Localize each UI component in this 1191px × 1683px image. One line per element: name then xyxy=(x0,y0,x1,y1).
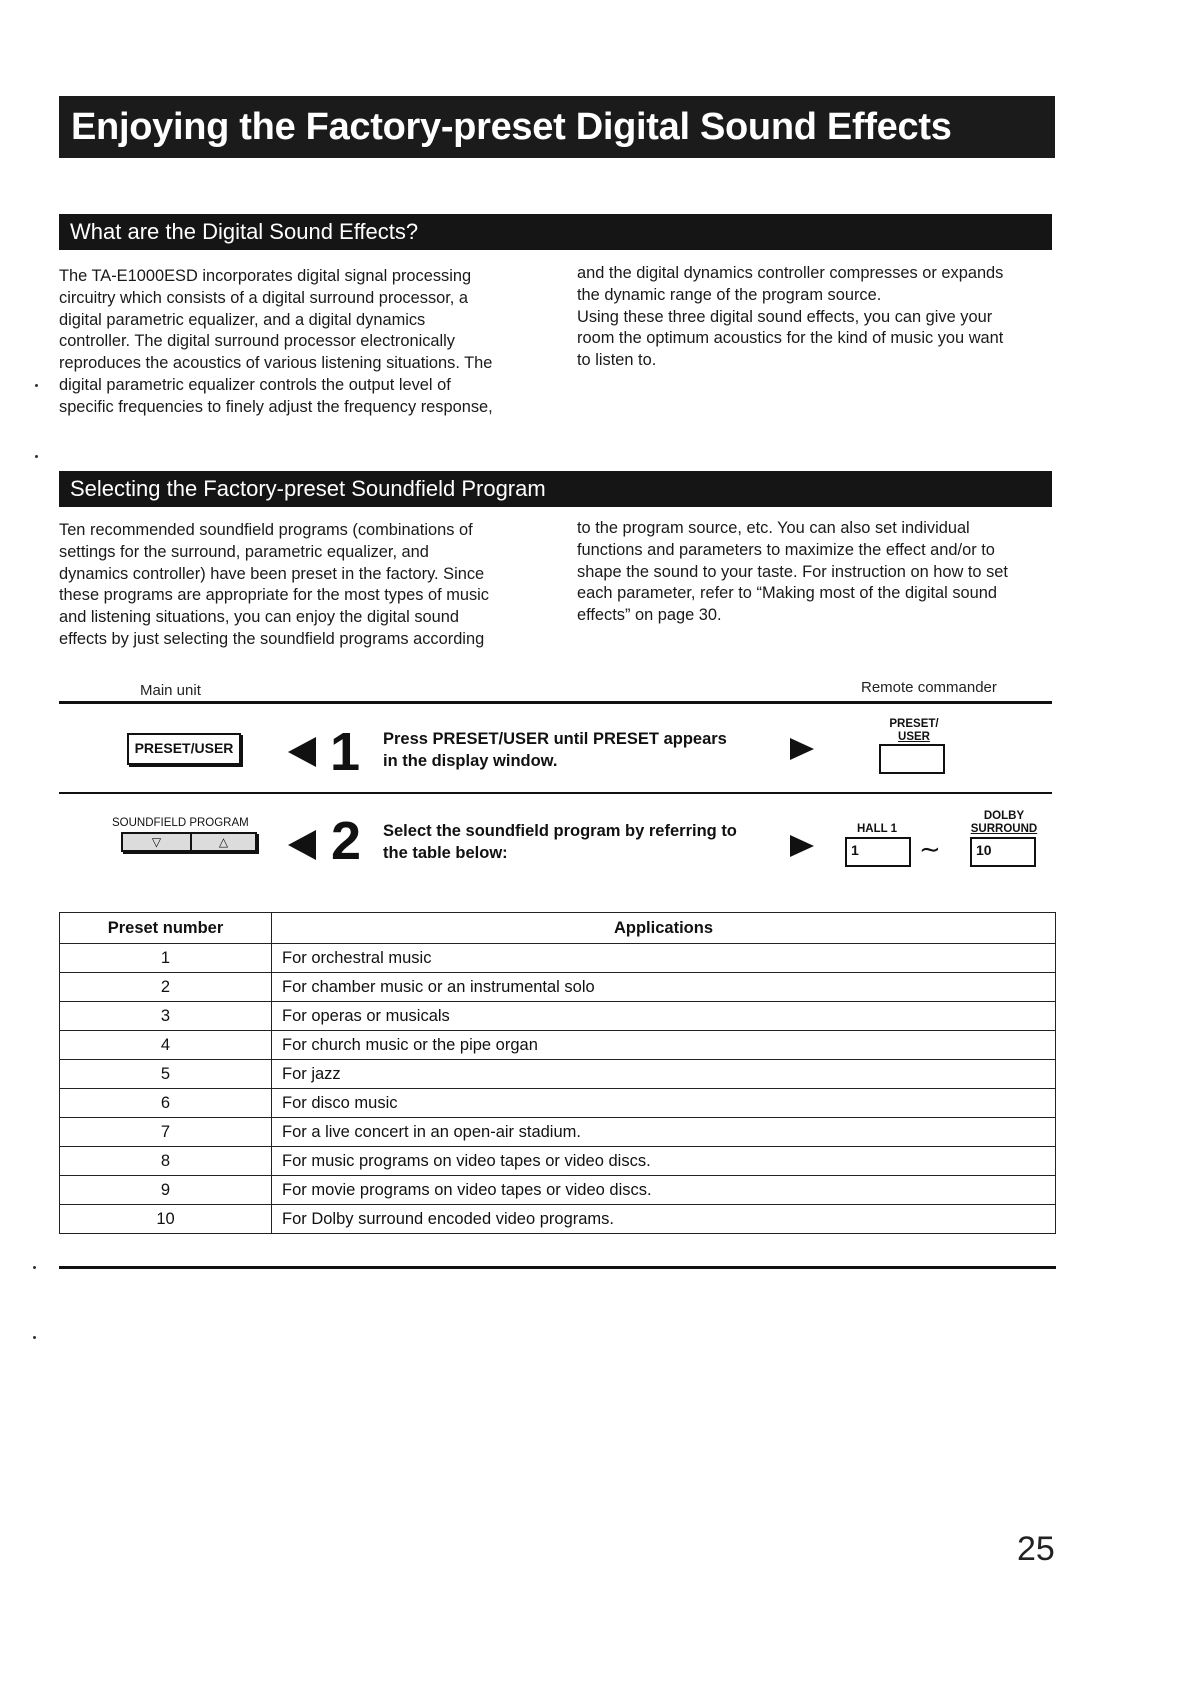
arrow-right-icon xyxy=(790,738,814,760)
preset-number: 2 xyxy=(60,973,272,1002)
preset-number: 5 xyxy=(60,1060,272,1089)
text-line: effects” on page 30. xyxy=(577,606,722,625)
step-number: 1 xyxy=(330,722,361,782)
preset-number: 1 xyxy=(60,944,272,973)
text-line: specific frequencies to finely adjust the frequency response, xyxy=(59,397,493,416)
text-line: circuitry which consists of a digital surround processor, a xyxy=(59,288,469,307)
divider xyxy=(59,792,1052,794)
section2-right-column xyxy=(577,518,1057,627)
text-line: controller. The digital surround processor electronically xyxy=(59,332,455,351)
page-title: Enjoying the Factory-preset Digital Sound Effects xyxy=(59,96,1055,158)
text-line: Press PRESET/USER until PRESET appears xyxy=(383,730,727,748)
text-line: PRESET/ xyxy=(889,718,939,730)
header-applications: Applications xyxy=(272,913,1056,944)
application: For jazz xyxy=(272,1060,1056,1089)
step-number: 2 xyxy=(331,811,362,871)
text-line: USER xyxy=(898,731,930,743)
preset-number: 4 xyxy=(60,1031,272,1060)
table-row xyxy=(60,1002,1056,1031)
soundfield-program-buttons xyxy=(121,832,257,852)
text-line: and listening situations, you can enjoy the digital sound xyxy=(59,608,460,627)
application: For chamber music or an instrumental solo xyxy=(272,973,1056,1002)
application: For music programs on video tapes or video discs. xyxy=(272,1147,1056,1176)
text-line: digital parametric equalizer, and a digital dynamics xyxy=(59,310,426,329)
preset-number: 10 xyxy=(60,1205,272,1234)
remote-commander-label: Remote commander xyxy=(861,679,997,696)
arrow-right-icon xyxy=(790,835,814,857)
text-line: effects by just selecting the soundfield programs according xyxy=(59,629,485,648)
bottom-divider xyxy=(59,1266,1056,1269)
text-line: digital parametric equalizer controls the output level of xyxy=(59,375,451,394)
preset-number: 6 xyxy=(60,1089,272,1118)
divider xyxy=(59,701,1052,704)
preset-number: 8 xyxy=(60,1147,272,1176)
page-number: 25 xyxy=(1017,1530,1055,1568)
margin-dot xyxy=(35,455,38,458)
preset-user-button[interactable]: PRESET/USER xyxy=(127,733,241,765)
section-heading-soundfield-program: Selecting the Factory-preset Soundfield Program xyxy=(59,471,1052,507)
text-line: DOLBY xyxy=(983,810,1025,822)
table-row xyxy=(60,1147,1056,1176)
remote-dolby-surround-button[interactable]: 10 xyxy=(970,837,1036,867)
margin-dot xyxy=(35,384,38,387)
text-line: Ten recommended soundfield programs (combinations of xyxy=(59,521,473,539)
margin-dot xyxy=(33,1266,36,1269)
table-header-row xyxy=(60,913,1056,944)
main-unit-label: Main unit xyxy=(140,682,201,699)
text-line: The TA-E1000ESD incorporates digital signal processing xyxy=(59,267,472,285)
table-row xyxy=(60,1031,1056,1060)
arrow-left-icon xyxy=(288,830,316,860)
section2-left-column xyxy=(59,520,539,651)
application: For operas or musicals xyxy=(272,1002,1056,1031)
preset-number: 3 xyxy=(60,1002,272,1031)
preset-table xyxy=(59,912,1056,1234)
text-line: the dynamic range of the program source. xyxy=(577,285,882,304)
text-line: SURROUND xyxy=(970,823,1038,835)
text-line: shape the sound to your taste. For instruction on how to set xyxy=(577,562,1008,581)
text-line: room the optimum acoustics for the kind of music you want xyxy=(577,329,1004,348)
table-row xyxy=(60,973,1056,1002)
margin-dot xyxy=(33,1336,36,1339)
text-line: settings for the surround, parametric equalizer, and xyxy=(59,542,429,561)
remote-preset-user-button[interactable] xyxy=(879,744,945,774)
text-line: these programs are appropriate for the most types of music xyxy=(59,586,489,605)
remote-hall-button[interactable]: 1 xyxy=(845,837,911,867)
application: For movie programs on video tapes or video discs. xyxy=(272,1176,1056,1205)
step1-instruction xyxy=(383,728,727,772)
application: For Dolby surround encoded video programs. xyxy=(272,1205,1056,1234)
text-line: dynamics controller) have been preset in the factory. Since xyxy=(59,564,485,583)
soundfield-up-button[interactable]: △ xyxy=(218,835,229,849)
application: For church music or the pipe organ xyxy=(272,1031,1056,1060)
preset-number: 7 xyxy=(60,1118,272,1147)
step2-instruction xyxy=(383,820,737,864)
text-line: Select the soundfield program by referring to xyxy=(383,822,737,840)
text-line: functions and parameters to maximize the effect and/or to xyxy=(577,540,995,559)
table-row xyxy=(60,1060,1056,1089)
arrow-left-icon xyxy=(288,737,316,767)
soundfield-program-label: SOUNDFIELD PROGRAM xyxy=(112,817,249,829)
table-row xyxy=(60,1118,1056,1147)
remote-preset-user-label xyxy=(876,718,952,744)
table-row xyxy=(60,1176,1056,1205)
text-line: in the display window. xyxy=(383,752,558,770)
application: For a live concert in an open-air stadium. xyxy=(272,1118,1056,1147)
table-row xyxy=(60,1205,1056,1234)
hall-label: HALL 1 xyxy=(856,823,898,835)
text-line: Using these three digital sound effects, you can give your xyxy=(577,307,993,326)
dolby-surround-label xyxy=(966,810,1042,836)
text-line: and the digital dynamics controller compresses or expands xyxy=(577,264,1004,282)
text-line: to listen to. xyxy=(577,351,657,370)
section-heading-digital-sound-effects: What are the Digital Sound Effects? xyxy=(59,214,1052,250)
table-row xyxy=(60,944,1056,973)
application: For disco music xyxy=(272,1089,1056,1118)
soundfield-down-button[interactable]: ▽ xyxy=(123,834,192,850)
section1-left-column xyxy=(59,266,539,419)
text-line: reproduces the acoustics of various listening situations. The xyxy=(59,354,493,373)
table-row xyxy=(60,1089,1056,1118)
header-preset-number: Preset number xyxy=(60,913,272,944)
preset-number: 9 xyxy=(60,1176,272,1205)
application: For orchestral music xyxy=(272,944,1056,973)
range-tilde: ∼ xyxy=(919,834,941,864)
text-line: each parameter, refer to “Making most of the digital sound xyxy=(577,584,998,603)
text-line: to the program source, etc. You can also set individual xyxy=(577,519,970,537)
text-line: the table below: xyxy=(383,844,508,862)
section1-right-column xyxy=(577,263,1057,372)
